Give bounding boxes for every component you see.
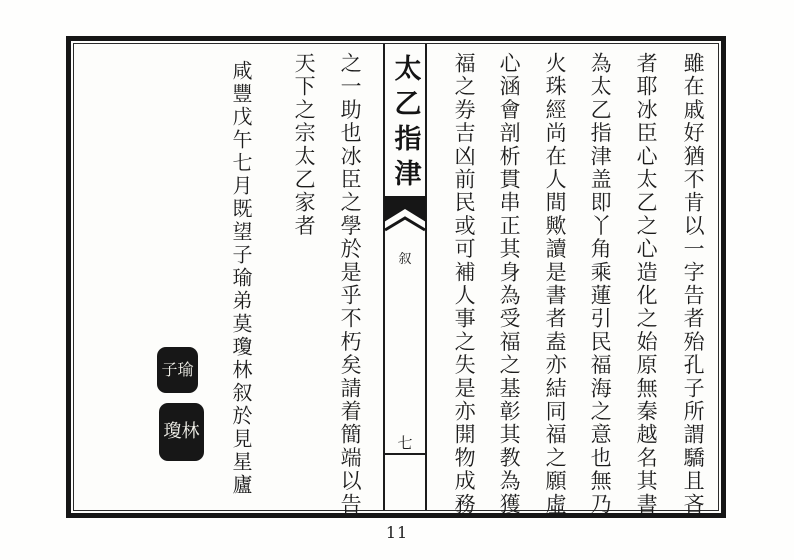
seal-stamp-upper xyxy=(158,348,197,392)
text-column-r4: 火珠經尚在人間歟讀是書者盍亦結同福之願虛 xyxy=(543,52,568,516)
spine-divider-rule xyxy=(385,453,425,455)
section-label: 叙 xyxy=(398,252,412,267)
text-column-l1: 之一助也冰臣之學於是乎不朽矣請着簡端以告 xyxy=(338,52,363,516)
text-column-r6: 福之券吉凶前民或可補人事之失是亦開物成務 xyxy=(452,52,477,516)
text-column-l2: 天下之宗太乙家者 xyxy=(292,52,317,238)
text-column-r2: 者耶冰臣心太乙之心造化之始原無秦越名其書 xyxy=(634,52,659,516)
text-column-r3: 為太乙指津盖即丫角乘蓮引民福海之意也無乃 xyxy=(588,52,613,516)
seal-script-lower: 瓊林 xyxy=(163,421,200,442)
text-column-signature: 咸豐戊午七月既望子瑜弟莫瓊林叙於見星廬 xyxy=(229,60,253,497)
text-column-r1: 雖在戚好猶不肯以一字告者殆孔子所謂驕且吝 xyxy=(681,52,706,516)
book-title: 太乙指津 xyxy=(389,54,421,194)
seal-stamp-lower xyxy=(160,404,203,460)
leaf-number-chinese: 七 xyxy=(397,434,413,452)
fishtail-ornament-icon xyxy=(384,196,426,238)
page-number: 11 xyxy=(385,523,409,542)
text-column-r5: 心涵會剖析貫串正其身為受福之基彰其教為獲 xyxy=(497,52,522,516)
seal-script-upper: 子瑜 xyxy=(161,360,194,379)
spine-column xyxy=(383,44,427,510)
